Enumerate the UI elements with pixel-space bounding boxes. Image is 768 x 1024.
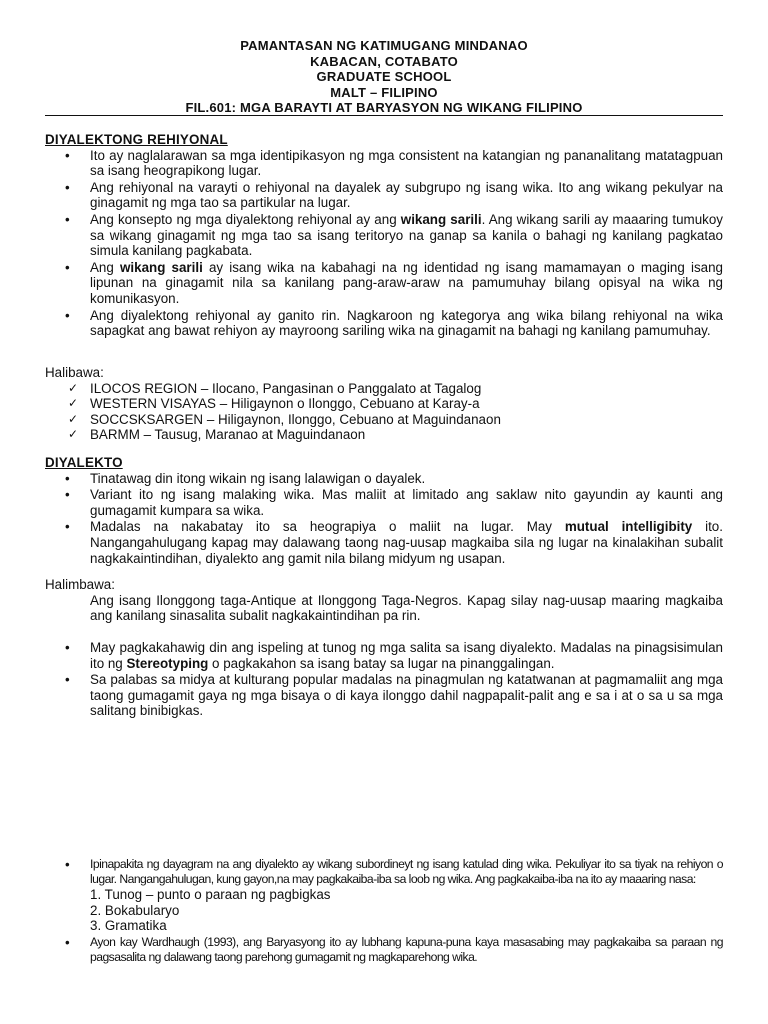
item-text: May pagkakahawig din ang ispeling at tunog ng mga salita sa isang diyalekto. Madalas na pinagsisimulan ito ng — [90, 640, 723, 671]
bullet-list — [45, 640, 723, 719]
check-item: ✓ SOCCSKSARGEN – Hiligaynon, Ilonggo, Cebuano at Maguindanaon — [45, 412, 723, 428]
check-item: ✓ WESTERN VISAYAS – Hiligaynon o Ilonggo, Cebuano at Karay-a — [45, 396, 723, 412]
section-diyalekto — [45, 455, 723, 567]
sub-list-item: 3. Gramatika — [90, 918, 167, 934]
item-text: Sa palabas sa midya at kulturang popular madalas na pinagmulan ng katatwanan at pagmamaliit ang mga taong gumagamit gaya ng mga bisaya o di kaya ilonggo dahil nagpapalit-palit ang e sa i at o sa u sa mga salitang binibigkas. — [90, 672, 723, 719]
list-item — [45, 180, 723, 211]
list-item — [45, 212, 723, 259]
university-name: PAMANTASAN NG KATIMUGANG MINDANAO — [240, 38, 528, 53]
location: KABACAN, COTABATO — [310, 53, 458, 69]
check-list — [45, 381, 723, 443]
item-text: • Ipinapakita ng dayagram na ang diyalekto ay wikang subordineyt ng isang katulad ding wika. Pekuliyar ito sa tiyak na rehiyon o lugar. Nangangahulugan, kung gayon,na may pagkakaiba-iba sa loob ng wika. Ang pagkakaiba-iba na ito ay maaaring nasa: — [90, 857, 723, 886]
example-diyalekto — [45, 577, 723, 624]
header-rule — [45, 115, 723, 116]
school-name: GRADUATE SCHOOL — [316, 69, 452, 84]
bullet-list — [45, 857, 723, 965]
item-text: Ang konsepto ng mga diyalektong rehiyonal ay ang — [90, 211, 401, 227]
item-text: Ang — [90, 259, 120, 275]
item-text: o pagkakahon sa isang batay sa lugar na pinanggalingan. — [208, 655, 555, 671]
bullet-list — [45, 148, 723, 339]
item-text: Variant ito ng isang malaking wika. Mas maliit at limitado ang saklaw nito gayundin ay kaunti ang gumagamit kumpara sa wika. — [90, 487, 723, 518]
list-item — [45, 857, 723, 934]
list-item — [45, 308, 723, 339]
bold-term: wikang sarili — [119, 259, 203, 275]
item-text: • Ayon kay Wardhaugh (1993), ang Baryasyong ito ay lubhang kapuna-puna kaya masasabing may pagkakaiba sa paraan ng pagsasalita ng dalawang taong parehong gumagamit ng magkaparehong wika. — [90, 934, 723, 964]
list-item — [45, 519, 723, 566]
program: MALT – FILIPINO — [330, 84, 438, 100]
section-lower — [45, 857, 723, 966]
check-item: ✓ BARMM – Tausug, Maranao at Maguindanaon — [45, 427, 723, 443]
list-item — [45, 672, 723, 719]
examples-rehiyonal — [45, 365, 723, 443]
item-text: Ang rehiyonal na varayti o rehiyonal na dayalek ay subgrupo ng isang wika. Ito ang wikang pekulyar na ginagamit ng mga tao sa partikular na lugar. — [90, 179, 723, 211]
item-text: Tinatawag din itong wikain ng isang lalawigan o dayalek. — [90, 470, 426, 486]
sub-list-item: 2. Bokabularyo — [90, 902, 180, 918]
list-item — [45, 487, 723, 518]
section-rehiyonal — [45, 132, 723, 340]
course-title: FIL.601: MGA BARAYTI AT BARYASYON NG WIKANG FILIPINO — [185, 100, 583, 115]
bold-term: mutual intelligibity — [564, 519, 693, 535]
item-text: Ang diyalektong rehiyonal ay ganito rin. Nagkaroon ng kategorya ang wika bilang rehiyonal na wika sapagkat ang bawat rehiyon ay mayroong sariling wika na ginagamit na bahagi ng kanilang pamumuhay. — [90, 307, 723, 339]
bold-term: Stereotyping — [126, 655, 209, 671]
item-text: ay isang wika na kabahagi na ng identidad ng isang mamamayan o maging isang lipunan na ginagamit nila sa kanilang pang-araw-araw na pamumuhay bilang opisyal na wika ng komunikasyon. — [90, 259, 723, 306]
example-text: Ang isang Ilonggong taga-Antique at Ilonggong Taga-Negros. Kapag silay nag-uusap maaring magkaiba ang kanilang sinasalita subalit nagkakaintindihan pa rin. — [90, 592, 723, 624]
item-text: Madalas na nakabatay ito sa heograpiya o maliit na lugar. May — [90, 519, 565, 535]
section-diyalekto-more — [45, 640, 723, 720]
list-item — [45, 640, 723, 671]
sub-list-item: 1. Tunog – punto o paraan ng pagbigkas — [90, 887, 331, 902]
document-header — [0, 38, 768, 116]
check-item: ✓ ILOCOS REGION – Ilocano, Pangasinan o Panggalato at Tagalog — [45, 381, 723, 397]
list-item — [45, 260, 723, 307]
bold-term: wikang sarili — [400, 211, 482, 227]
bullet-list — [45, 471, 723, 567]
list-item — [45, 148, 723, 179]
item-text: . Ang wikang sarili ay maaaring tumukoy sa wikang ginagamit ng mga tao sa isang teritoryo na ganap sa kanila o bahagi ng kanilang pagkatao simula kanilang pagkabata. — [90, 211, 723, 259]
example-label: Halimbawa: — [45, 577, 115, 592]
item-text: Ito ay naglalarawan sa mga identipikasyon ng mga consistent na katangian ng pananalitang matatagpuan sa isang heograpikong lugar. — [90, 147, 723, 179]
list-item — [45, 471, 723, 487]
section-title: DIYALEKTO — [45, 455, 123, 470]
item-text: ito. Nangangahulugang kapag may dalawang taong nag-uusap magkaiba sila ng lugar na kinalakihan subalit nagkakaintindihan, diyalekto ang gamit nila bilang midyum ng usapan. — [90, 519, 723, 566]
example-label: Halibawa: — [45, 365, 104, 380]
section-title: DIYALEKTONG REHIYONAL — [45, 132, 228, 147]
list-item — [45, 935, 723, 965]
